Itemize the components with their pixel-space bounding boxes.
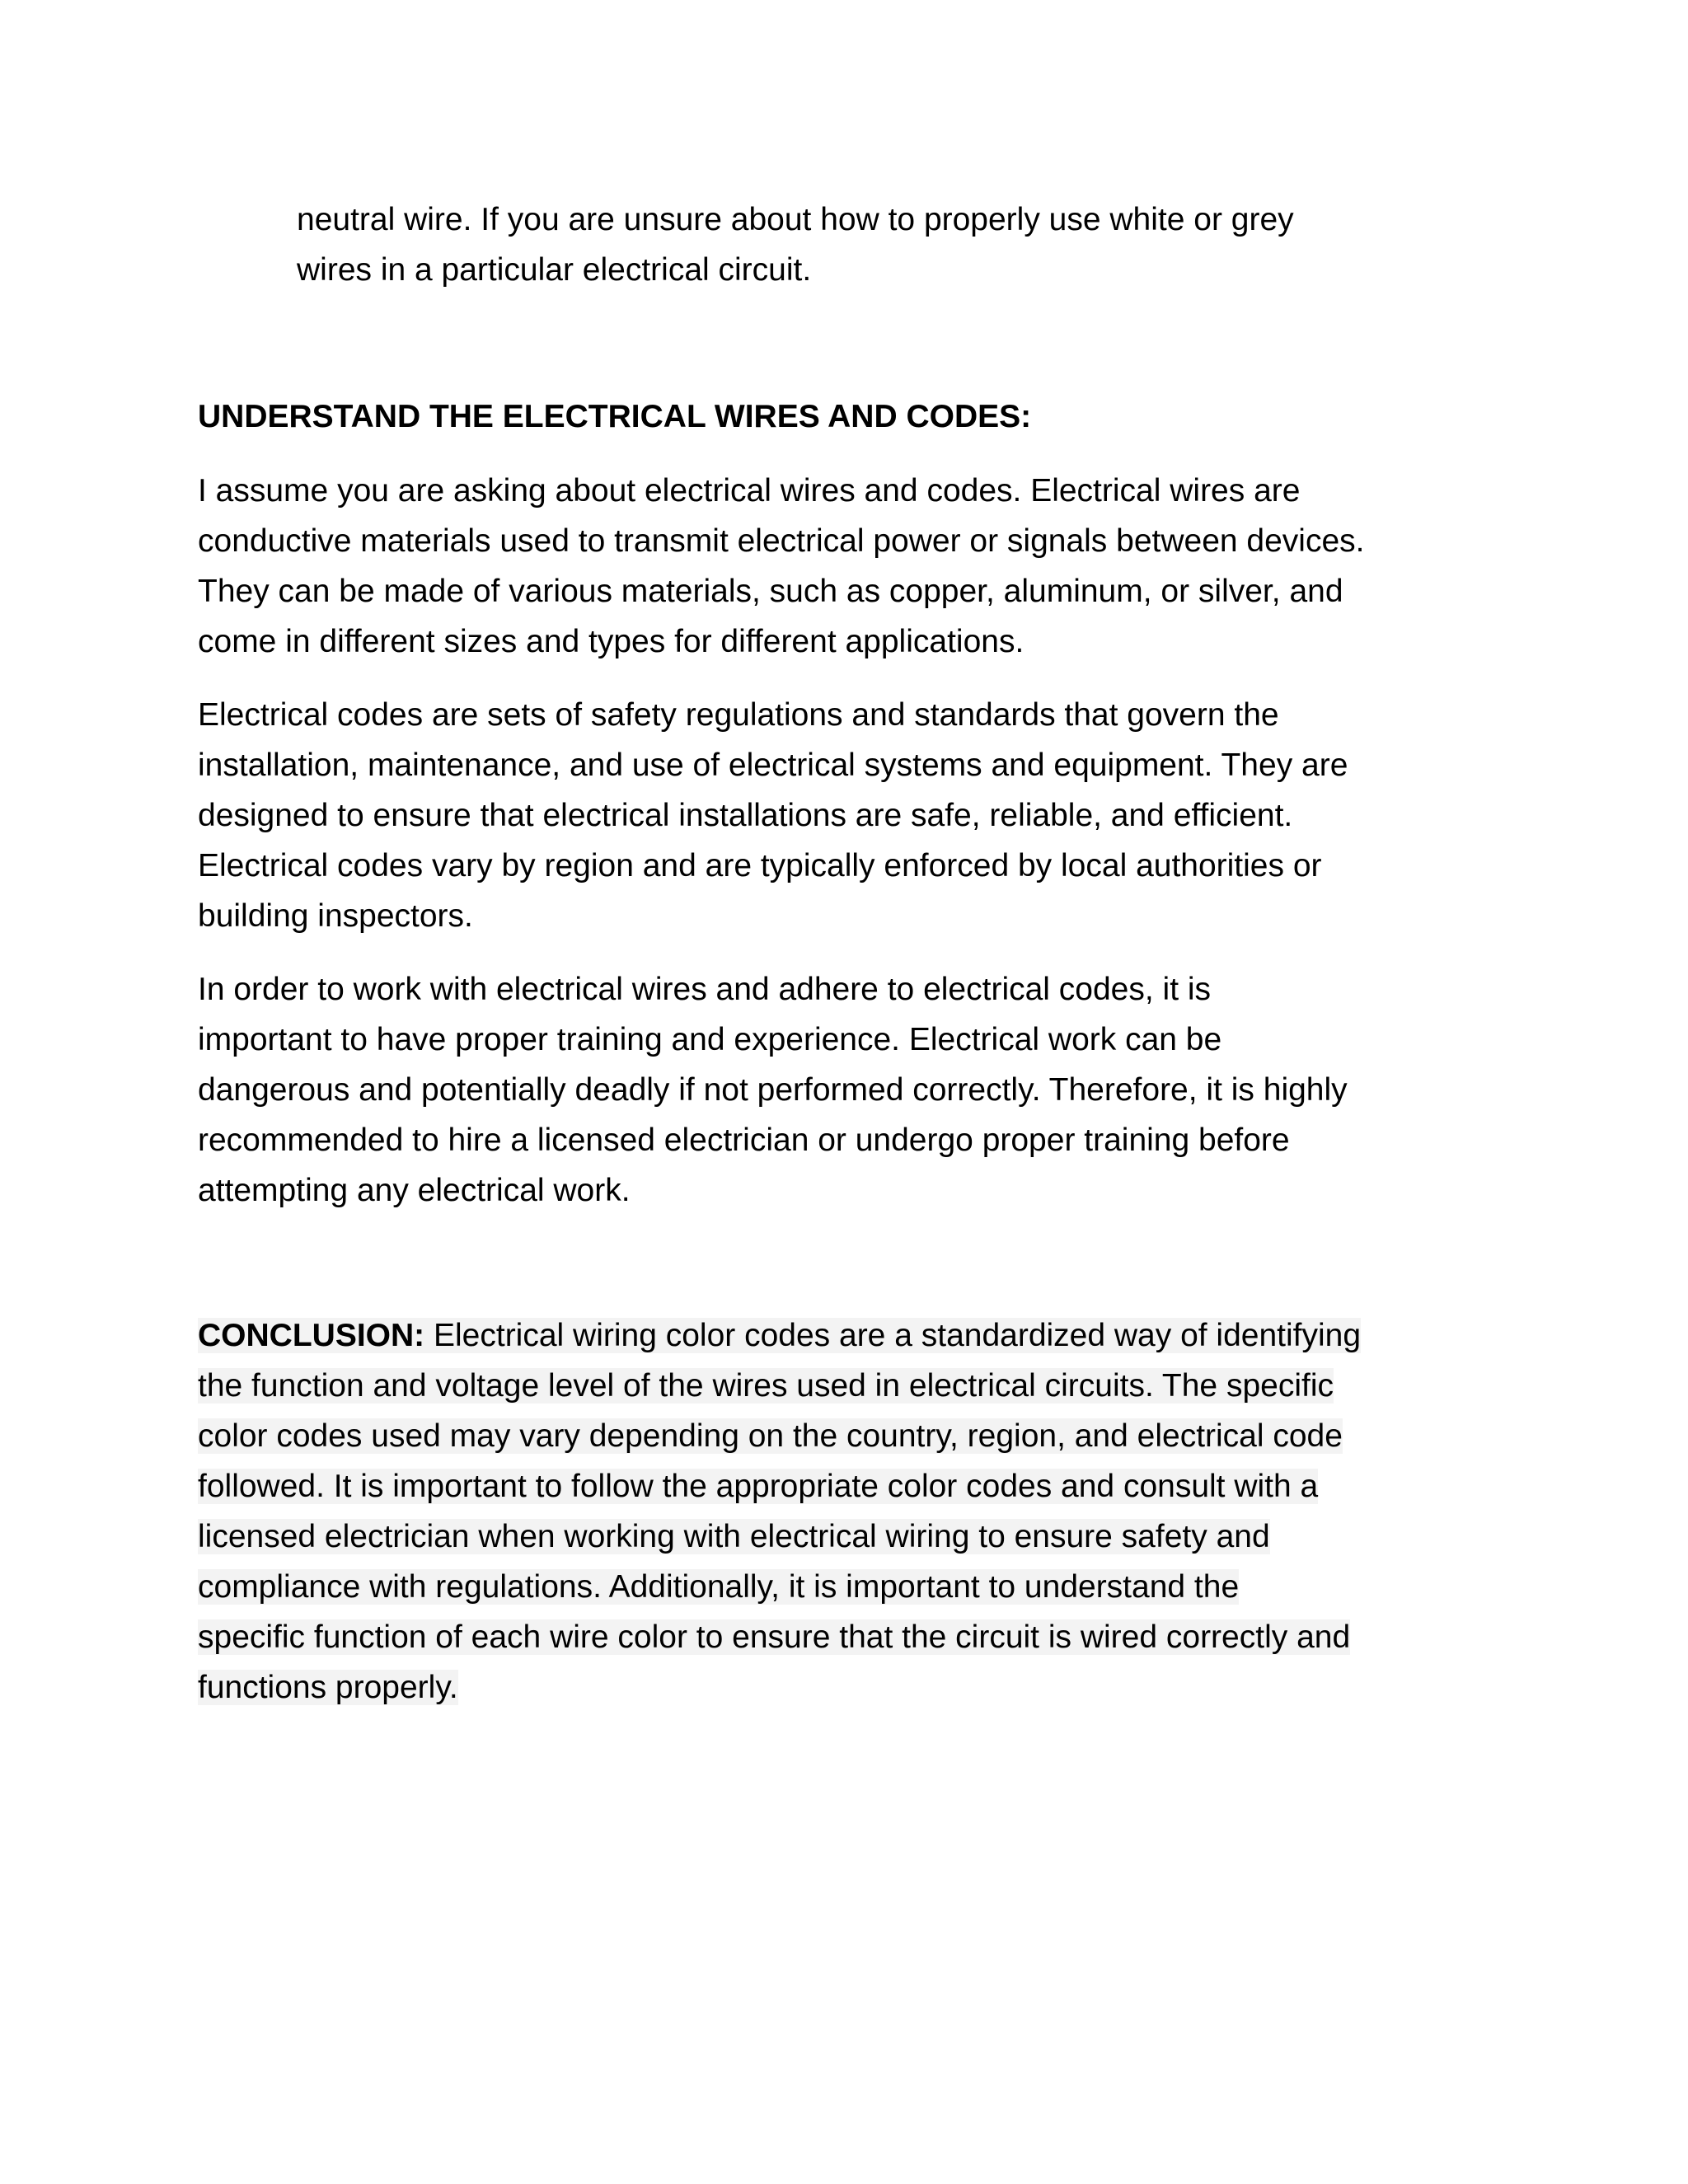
conclusion-line-text: compliance with regulations. Additionally, it is important to understand the [198,1569,1240,1605]
conclusion-line [198,1310,1517,1361]
conclusion-line-text: specific function of each wire color to ensure that the circuit is wired correctly and [198,1619,1351,1655]
conclusion-line-text: functions properly. [198,1670,458,1705]
conclusion-line-text: the function and voltage level of the wires used in electrical circuits. The specific [198,1368,1334,1404]
conclusion-line-text: followed. It is important to follow the appropriate color codes and consult with a [198,1469,1319,1504]
conclusion-line [198,1361,1517,1411]
intro-line: wires in a particular electrical circuit. [297,252,812,288]
paragraph-line: recommended to hire a licensed electrician or undergo proper training before [198,1122,1290,1158]
intro-line: neutral wire. If you are unsure about how to properly use white or grey [297,202,1294,237]
conclusion-paragraph [198,1310,1517,1713]
body-paragraph-training [198,964,1517,1216]
paragraph-line: They can be made of various materials, such as copper, aluminum, or silver, and [198,574,1343,609]
paragraph-line: Electrical codes are sets of safety regulations and standards that govern the [198,697,1279,733]
conclusion-line [198,1612,1517,1662]
conclusion-line [198,1411,1517,1461]
paragraph-line: In order to work with electrical wires and adhere to electrical codes, it is [198,972,1212,1007]
paragraph-line: Electrical codes vary by region and are typically enforced by local authorities or [198,848,1322,883]
body-paragraph-wires [198,466,1517,667]
paragraph-line: dangerous and potentially deadly if not performed correctly. Therefore, it is highly [198,1072,1348,1108]
body-paragraph-codes [198,690,1517,941]
paragraph-line: come in different sizes and types for different applications. [198,624,1025,659]
paragraph-line: I assume you are asking about electrical wires and codes. Electrical wires are [198,473,1301,509]
paragraph-line: designed to ensure that electrical installations are safe, reliable, and efficient. [198,798,1293,833]
paragraph-line: conductive materials used to transmit electrical power or signals between devices. [198,523,1365,559]
conclusion-line-text: licensed electrician when working with electrical wiring to ensure safety and [198,1519,1270,1554]
conclusion-line-text: color codes used may vary depending on the country, region, and electrical code [198,1418,1343,1454]
paragraph-line: attempting any electrical work. [198,1173,631,1208]
paragraph-line: building inspectors. [198,898,473,934]
paragraph-line: important to have proper training and experience. Electrical work can be [198,1022,1222,1057]
paragraph-line: installation, maintenance, and use of electrical systems and equipment. They are [198,748,1348,783]
conclusion-line [198,1461,1517,1511]
section-heading: UNDERSTAND THE ELECTRICAL WIRES AND CODES: [198,399,1032,434]
conclusion-line [198,1562,1517,1612]
conclusion-line [198,1662,1517,1713]
conclusion-label: CONCLUSION: [198,1318,425,1353]
intro-paragraph [297,194,1517,295]
conclusion-line [198,1511,1517,1562]
conclusion-first-line-text: Electrical wiring color codes are a standardized way of identifying [424,1318,1362,1353]
